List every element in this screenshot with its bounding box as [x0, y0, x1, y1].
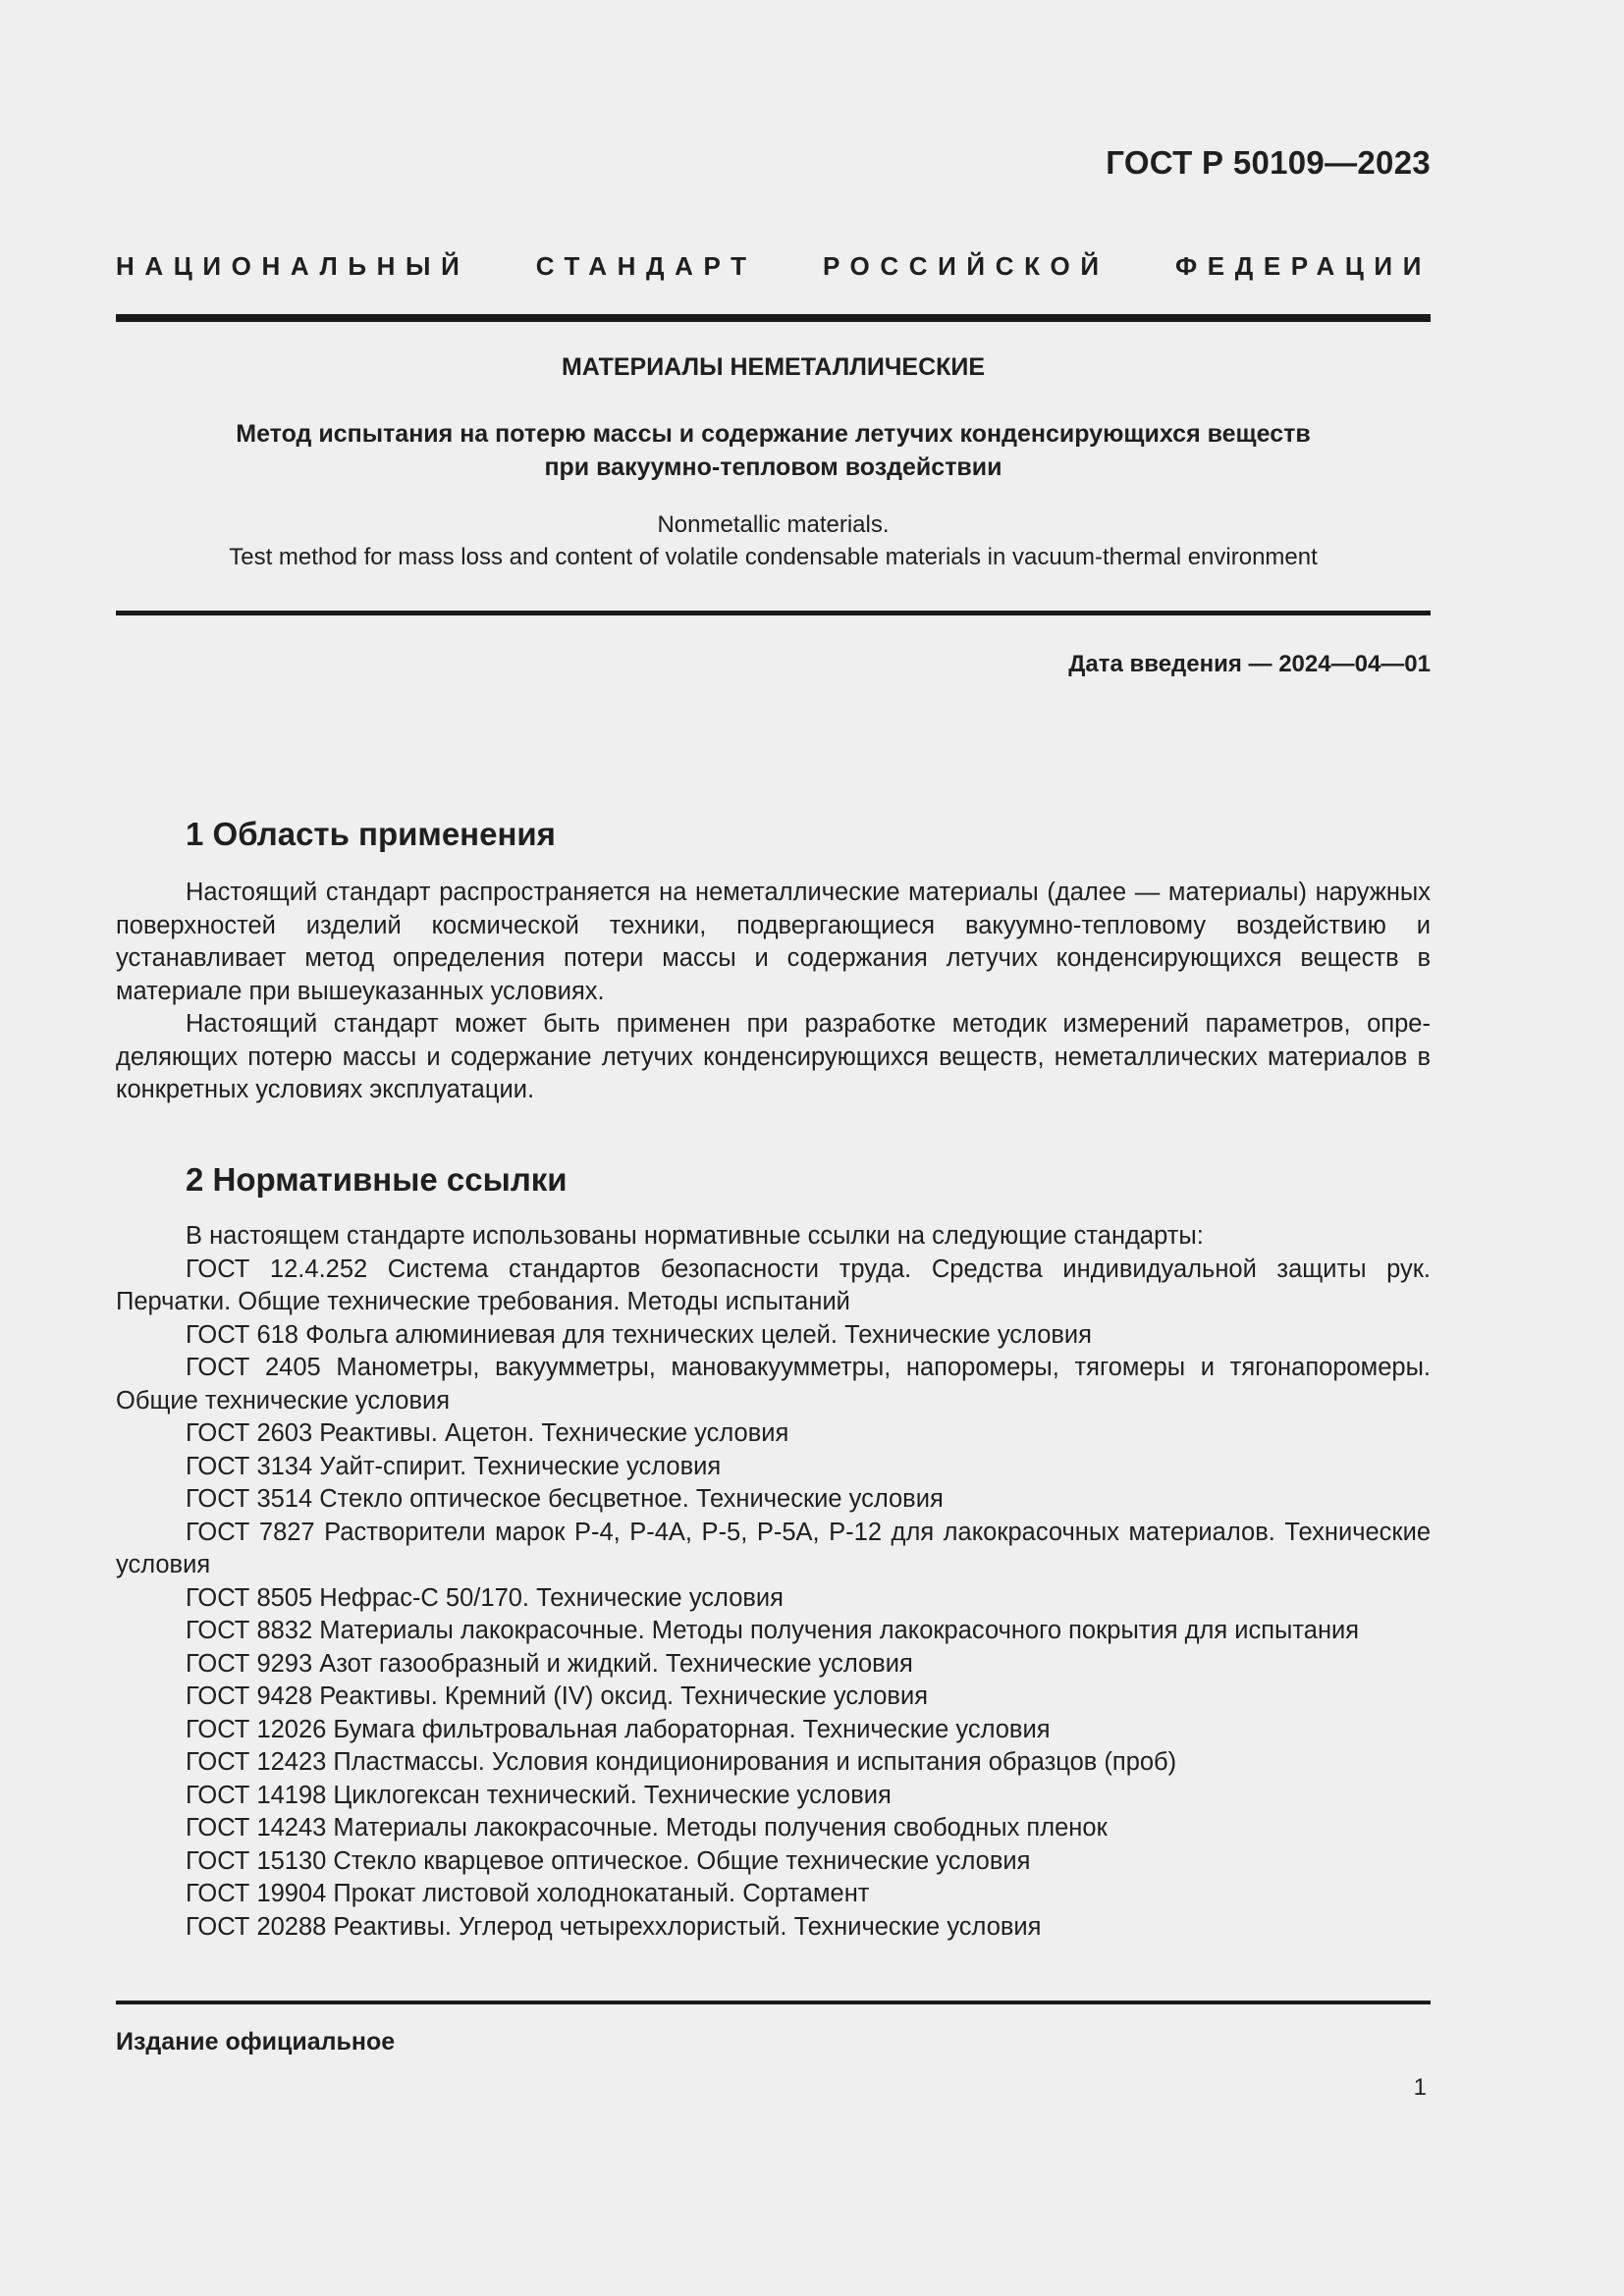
reference-item: ГОСТ 2603 Реактивы. Ацетон. Технические условия	[186, 1419, 789, 1447]
normative-references-list	[116, 1220, 1431, 1944]
paragraph: Настоящий стандарт может быть применен при разработке методик измерений параметров, определяющих потерю массы и содержание летучих конденсирующихся веществ, неметаллических материалов в конкретных условиях эксплуатации.	[116, 1010, 1431, 1103]
section-1-heading: 1 Область применения	[186, 816, 556, 852]
reference-item: ГОСТ 9293 Азот газообразный и жидкий. Технические условия	[186, 1649, 913, 1678]
reference-item: ГОСТ 14198 Циклогексан технический. Технические условия	[186, 1781, 892, 1809]
reference-item: ГОСТ 8505 Нефрас-С 50/170. Технические условия	[186, 1583, 784, 1612]
reference-item: ГОСТ 3134 Уайт-спирит. Технические условия	[186, 1452, 722, 1480]
english-title-line-2: Test method for mass loss and content of volatile condensable materials in vacuum-thermal environment	[229, 544, 1318, 570]
document-subtitle	[116, 417, 1431, 484]
reference-item: ГОСТ 12026 Бумага фильтровальная лабораторная. Технические условия	[186, 1715, 1051, 1743]
reference-item: ГОСТ 3514 Стекло оптическое бесцветное. Технические условия	[186, 1485, 944, 1513]
footer-divider	[116, 2001, 1431, 2004]
reference-item: ГОСТ 15130 Стекло кварцевое оптическое. Общие технические условия	[186, 1846, 1031, 1875]
document-code: ГОСТ Р 50109—2023	[1106, 144, 1431, 181]
title-divider	[116, 611, 1431, 615]
reference-item: ГОСТ 12423 Пластмассы. Условия кондиционирования и испытания образцов (проб)	[186, 1748, 1177, 1776]
references-intro: В настоящем стандарте использованы нормативные ссылки на следующие стандарты:	[186, 1222, 1204, 1250]
page-number: 1	[1413, 2074, 1427, 2101]
english-title-line-1: Nonmetallic materials.	[657, 511, 890, 538]
national-standard-banner: НАЦИОНАЛЬНЫЙ СТАНДАРТ РОССИЙСКОЙ ФЕДЕРАЦИИ	[116, 251, 1432, 281]
section-2-heading: 2 Нормативные ссылки	[186, 1161, 568, 1198]
subtitle-line-2: при вакуумно-тепловом воздействии	[544, 454, 1002, 481]
reference-item: ГОСТ 8832 Материалы лакокрасочные. Методы получения лакокрасочного покрытия для испытания	[186, 1617, 1360, 1644]
official-edition-label: Издание официальное	[116, 2028, 396, 2056]
english-title	[116, 508, 1431, 573]
reference-item: ГОСТ 618 Фольга алюминиевая для технических целей. Технические условия	[186, 1320, 1092, 1349]
reference-item: ГОСТ 20288 Реактивы. Углерод четыреххлористый. Технические условия	[186, 1912, 1042, 1941]
section-1-body	[116, 877, 1431, 1107]
reference-item: ГОСТ 9428 Реактивы. Кремний (IV) оксид. Технические условия	[186, 1682, 929, 1710]
reference-item: ГОСТ 14243 Материалы лакокрасочные. Методы получения свободных пленок	[186, 1814, 1108, 1842]
paragraph: Настоящий стандарт распространяется на неметаллические материалы (далее — материалы) наружных поверхностей изделий космической техники, подвергающиеся вакуумно-тепловому воздействию и устанавливает метод определения потери массы и содержания летучих конденсирующихся веществ в материале при вышеуказанных условиях.	[116, 879, 1431, 1005]
introduction-date: Дата введения — 2024—04—01	[1068, 651, 1431, 677]
reference-item: ГОСТ 12.4.252 Система стандартов безопасности труда. Средства индивидуальной защиты рук. Перчатки. Общие технические требования. Методы испытаний	[116, 1255, 1431, 1315]
reference-item: ГОСТ 19904 Прокат листовой холоднокатаный. Сортамент	[186, 1880, 870, 1907]
document-title: МАТЕРИАЛЫ НЕМЕТАЛЛИЧЕСКИЕ	[561, 353, 986, 381]
top-divider	[116, 314, 1431, 322]
subtitle-line-1: Метод испытания на потерю массы и содержание летучих конденсирующихся веществ	[236, 420, 1311, 448]
reference-item: ГОСТ 7827 Растворители марок Р-4, Р-4А, Р-5, Р-5А, Р-12 для лакокрасочных материалов. Технические условия	[116, 1518, 1431, 1578]
reference-item: ГОСТ 2405 Манометры, вакуумметры, мановакуумметры, напоромеры, тягомеры и тягонапоромеры. Общие технические условия	[116, 1354, 1431, 1415]
